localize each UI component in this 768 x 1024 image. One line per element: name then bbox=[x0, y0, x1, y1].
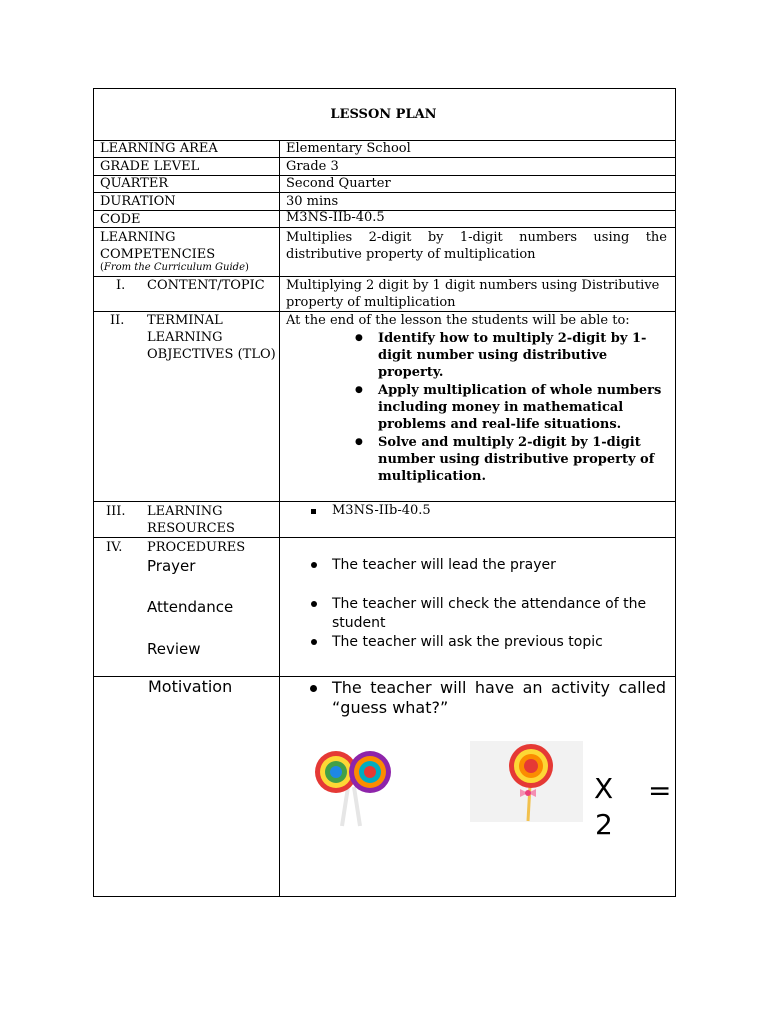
competencies-label-line2: COMPETENCIES bbox=[100, 247, 216, 262]
competencies-value: Multiplies 2-digit by 1-digit numbers using the distributive property of multiplication bbox=[286, 230, 667, 262]
row-line bbox=[93, 227, 675, 228]
duration-label: DURATION bbox=[100, 194, 176, 209]
equals-symbol: = bbox=[648, 774, 672, 807]
code-value: M3NS-IIb-40.5 bbox=[286, 210, 385, 225]
quarter-label: QUARTER bbox=[100, 176, 169, 191]
multiplier-number: 2 bbox=[595, 808, 613, 841]
grade-level-label: GRADE LEVEL bbox=[100, 159, 200, 174]
step-label-review: Review bbox=[147, 640, 201, 658]
tlo-label-line3: OBJECTIVES (TLO) bbox=[147, 347, 276, 362]
procedures-num: IV. bbox=[106, 540, 123, 555]
motivation-text-line2: “guess what?” bbox=[332, 698, 449, 717]
resources-num: III. bbox=[106, 504, 126, 519]
learning-area-label: LEARNING AREA bbox=[100, 141, 218, 156]
column-divider bbox=[279, 140, 280, 896]
row-line bbox=[93, 192, 675, 193]
tlo-num: II. bbox=[110, 313, 125, 328]
content-value: Multiplying 2 digit by 1 digit numbers using Distributive property of multiplication bbox=[286, 278, 660, 310]
resources-label-line2: RESOURCES bbox=[147, 521, 235, 536]
duration-value: 30 mins bbox=[286, 194, 339, 209]
content-label: CONTENT/TOPIC bbox=[147, 278, 265, 293]
learning-area-value: Elementary School bbox=[286, 141, 411, 156]
step-text-attendance-line1: The teacher will check the attendance of the bbox=[332, 596, 647, 612]
grade-level-value: Grade 3 bbox=[286, 159, 339, 174]
quarter-value: Second Quarter bbox=[286, 176, 391, 191]
times-symbol: X bbox=[594, 772, 614, 805]
resources-label-line1: LEARNING bbox=[147, 504, 223, 519]
step-text-prayer: The teacher will lead the prayer bbox=[332, 557, 556, 573]
step-label-attendance: Attendance bbox=[147, 598, 234, 616]
bullet-icon bbox=[311, 562, 317, 568]
tlo-objective: ● Identify how to multiply 2-digit by 1-digit number using distributive property. bbox=[286, 330, 671, 381]
page-title: LESSON PLAN bbox=[330, 107, 437, 122]
step-text-review: The teacher will ask the previous topic bbox=[332, 634, 603, 650]
step-label-prayer: Prayer bbox=[147, 557, 196, 575]
bullet-icon bbox=[311, 639, 317, 645]
square-bullet-icon bbox=[311, 509, 316, 514]
procedures-label: PROCEDURES bbox=[147, 540, 246, 555]
lollipop-pair-image bbox=[308, 742, 403, 827]
tlo-objective: ● Solve and multiply 2-digit by 1-digit number using distributive property of multiplication. bbox=[286, 434, 671, 485]
step-text-attendance-line2: student bbox=[332, 615, 386, 631]
tlo-objective: ● Apply multiplication of whole numbers including money in mathematical problems and real-life situations. bbox=[286, 382, 671, 433]
resources-item: M3NS-IIb-40.5 bbox=[332, 503, 431, 518]
bullet-icon bbox=[311, 601, 317, 607]
lollipop-single-image bbox=[470, 741, 583, 822]
bullet-icon bbox=[310, 685, 317, 692]
motivation-text-line1: The teacher will have an activity called bbox=[332, 678, 666, 697]
motivation-label: Motivation bbox=[148, 677, 233, 696]
competencies-note: (From the Curriculum Guide) bbox=[100, 262, 249, 273]
row-line bbox=[93, 537, 675, 538]
tlo-objectives-list bbox=[286, 330, 671, 485]
content-num: I. bbox=[116, 278, 126, 293]
competencies-label-line1: LEARNING bbox=[100, 230, 176, 245]
tlo-label-line1: TERMINAL bbox=[147, 313, 223, 328]
tlo-intro: At the end of the lesson the students will be able to: bbox=[286, 313, 630, 328]
tlo-label-line2: LEARNING bbox=[147, 330, 223, 345]
code-label: CODE bbox=[100, 212, 141, 227]
